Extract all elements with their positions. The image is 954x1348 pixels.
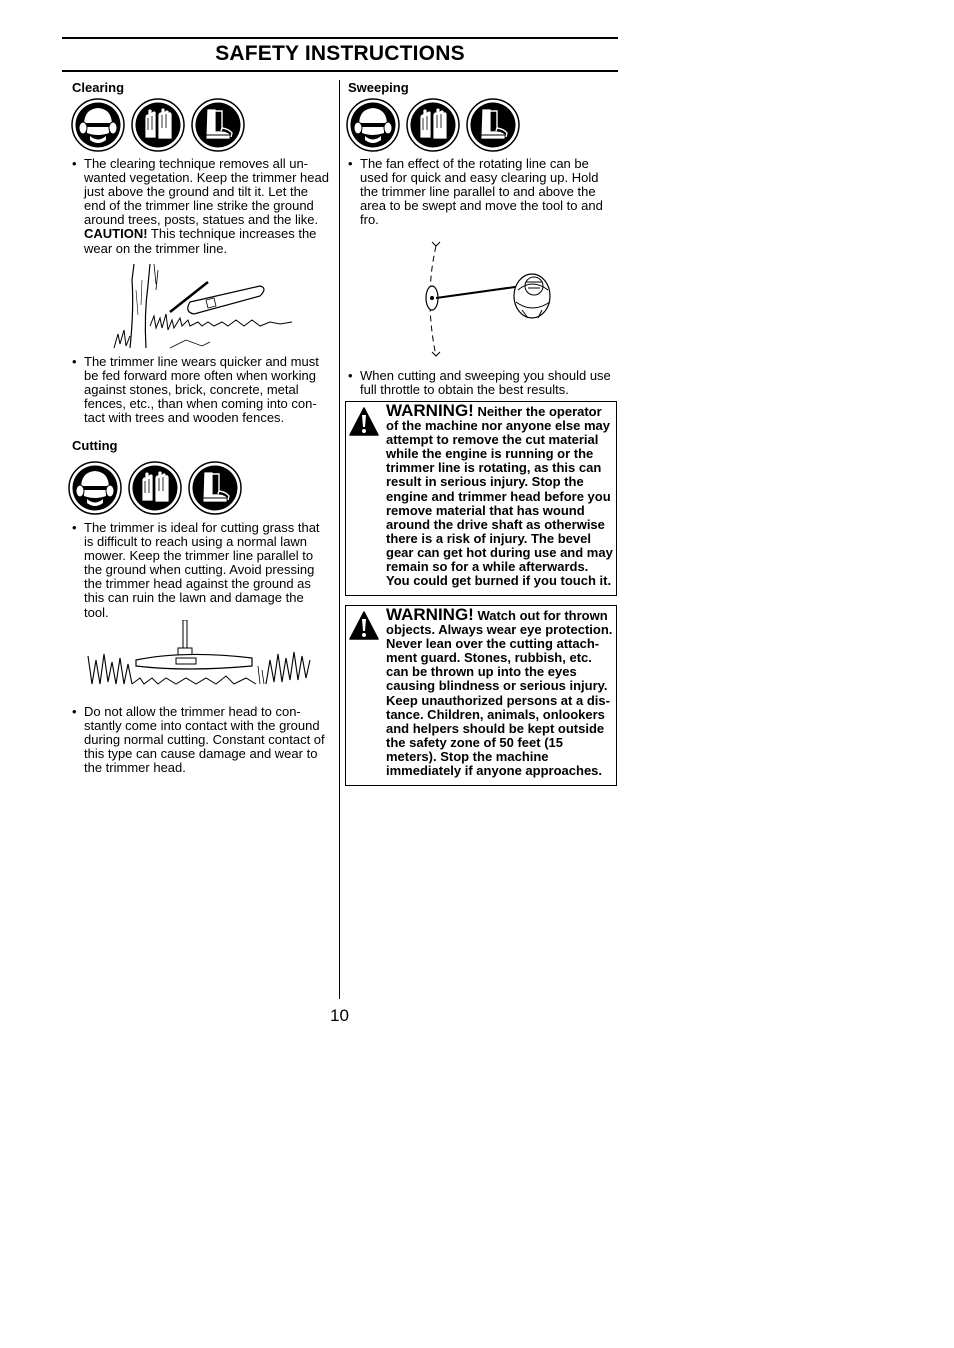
page-number: 10 [330,1006,349,1025]
warning-triangle-icon [349,611,379,641]
warning-label: WARNING! [386,401,474,420]
cutting-bullet-1-text: The trimmer is ideal for cutting grass that is difficult to reach using a normal lawn mower. Keep the trimmer line parallel to the ground when cutting. Avoid pressing the trimmer head against the ground as this can ruin the lawn and damage the tool. [84,520,320,620]
sweeping-bullet-2-text: When cutting and sweeping you should use full throttle to obtain the best results. [360,368,611,398]
clearing-bullet-1-text: The clearing technique removes all un-wanted vegetation. Keep the trimmer head just above the ground and tilt it. Let the end of the trimmer line strike the ground around trees, posts, statues and the like. [84,156,329,228]
cutting-bullet-2-text: Do not allow the trimmer head to con-stantly come into contact with the ground during normal cutting. Constant contact of this type can cause damage and wear to the trimmer head. [84,704,325,776]
clearing-bullet-1 [72,157,330,256]
warning-box-2 [345,605,617,786]
clearing-illustration [110,260,300,352]
warning-label: WARNING! [386,605,474,624]
helmet-ear-eye-protection-icon [68,461,122,515]
cutting-bullet-2 [72,705,330,775]
clearing-bullet-2 [72,355,330,425]
boots-icon [466,98,520,152]
sweeping-gear-icons [346,98,520,152]
caution-label: CAUTION! [84,226,148,242]
warning-2-text: Watch out for thrown objects. Always wear eye protection. Never lean over the cutting attach-ment guard. Stones, rubbish, etc. can be thrown up into the eyes causing blindness or serious injury. Keep unauthorized persons at a dis-tance. Children, animals, onlookers and helpers should be kept outside the safety zone of 50 feet (15 meters). Stop the machine immediately if anyone approaches. [386,608,613,779]
bullet-dot: • [348,156,353,171]
warning-1-text: Neither the operator of the machine nor anyone else may attempt to remove the cut material while the engine is running or the trimmer line is rotating, as this can result in serious injury. Stop the engine and trimmer head before you remove material that has wound around the drive shaft as otherwise there is a risk of injury. The bevel gear can get hot during use and may remain so for a while afterwards. You could get burned if you touch it. [386,404,613,589]
cutting-bullet-1 [72,521,330,620]
warning-box-1 [345,401,617,596]
bullet-dot: • [72,156,77,171]
bullet-dot: • [72,354,77,369]
cutting-illustration [86,620,312,688]
cutting-gear-icons [68,461,242,515]
sweeping-bullet-2 [348,369,612,397]
bullet-dot: • [72,704,77,719]
warning-triangle-icon [349,407,379,437]
clearing-bullet-1-text-end: This technique increases the wear on the trimmer line. [84,226,317,256]
bullet-dot: • [348,368,353,383]
sweeping-heading: Sweeping [348,80,409,95]
sweeping-bullet-1 [348,157,606,227]
bullet-dot: • [72,520,77,535]
gloves-icon [131,98,185,152]
boots-icon [188,461,242,515]
boots-icon [191,98,245,152]
clearing-heading: Clearing [72,80,125,95]
sweeping-bullet-1-text: The fan effect of the rotating line can be used for quick and easy clearing up. Hold the trimmer line parallel to and above the area to be swept and move the tool to and fro. [360,156,603,228]
gloves-icon [128,461,182,515]
page-title: SAFETY INSTRUCTIONS [215,42,465,65]
clearing-bullet-2-text: The trimmer line wears quicker and must be fed forward more often when working against stones, brick, concrete, metal fences, etc., than when coming into con-tact with trees and wooden fences. [84,354,319,426]
cutting-heading: Cutting [72,438,118,453]
top-rule [62,37,618,39]
column-divider [339,80,340,999]
title-underline [62,70,618,72]
clearing-gear-icons [71,98,245,152]
sweeping-illustration [410,238,560,360]
gloves-icon [406,98,460,152]
helmet-ear-eye-protection-icon [346,98,400,152]
helmet-ear-eye-protection-icon [71,98,125,152]
